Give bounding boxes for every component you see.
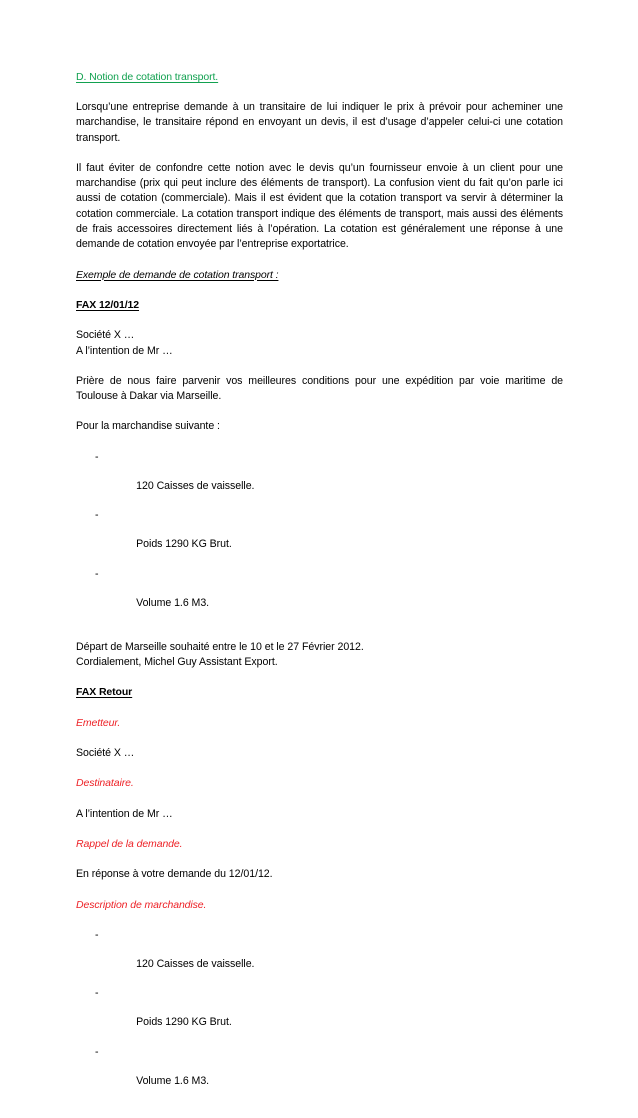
dash-bullet-icon: - — [95, 450, 99, 463]
signature-line: Cordialement, Michel Guy Assistant Export. — [76, 656, 278, 669]
dash-bullet-icon: - — [95, 509, 99, 522]
description-label: Description de marchandise. — [76, 898, 207, 911]
goods-list — [76, 450, 563, 625]
paragraph-request: Prière de nous faire parvenir vos meilleures conditions pour une expédition par voie maritime de Toulouse à Dakar via Marseille. — [76, 374, 563, 403]
dash-bullet-icon: - — [95, 928, 99, 941]
list-item-label: 120 Caisses de vaisselle. — [136, 479, 255, 492]
description-list — [76, 928, 563, 1103]
dash-bullet-icon: - — [95, 987, 99, 1000]
departure-block — [76, 640, 563, 671]
paragraph-definition: Lorsqu’une entreprise demande à un transitaire de lui indiquer le prix à prévoir pour acheminer une marchandise, le transitaire répond en envoyant un devis, il est d’usage d’appeler celui-ci une cotation transport. — [76, 101, 563, 144]
fax-address-attention: A l’intention de Mr … — [76, 344, 173, 357]
sender-label: Emetteur. — [76, 716, 121, 729]
reminder-value: En réponse à votre demande du 12/01/12. — [76, 868, 273, 881]
list-item — [76, 986, 563, 1044]
sender-value: Société X … — [76, 747, 135, 760]
dash-bullet-icon: - — [95, 1045, 99, 1058]
paragraph-distinction: Il faut éviter de confondre cette notion avec le devis qu’un fournisseur envoie à un client pour une marchandise (prix qui peut inclure des éléments de transport). La confusion vient du fait qu’on parle ici aussi de cotation (commerciale). Mais il est évident que la cotation transport va servir à déterminer la cotation commerciale. La cotation transport indique des éléments de transport, mais aussi des éléments de frais accessoires directement liés à l’opération. La cotation est généralement une réponse à une demande de cotation envoyée par l’entreprise exportatrice. — [76, 161, 563, 251]
list-item — [76, 567, 563, 625]
list-item — [76, 508, 563, 566]
list-item — [76, 928, 563, 986]
list-item — [76, 450, 563, 508]
fax-title: FAX 12/01/12 — [76, 298, 140, 311]
goods-intro: Pour la marchandise suivante : — [76, 420, 220, 433]
example-label: Exemple de demande de cotation transport : — [76, 268, 279, 281]
fax-address-company: Société X … — [76, 329, 135, 342]
recipient-value: A l’intention de Mr … — [76, 807, 173, 820]
section-heading: D. Notion de cotation transport. — [76, 71, 219, 83]
list-item-label: Volume 1.6 M3. — [136, 596, 210, 609]
document-body — [76, 70, 563, 1118]
dash-bullet-icon: - — [95, 567, 99, 580]
reminder-label: Rappel de la demande. — [76, 837, 183, 850]
list-item — [76, 1045, 563, 1103]
list-item-label: 120 Caisses de vaisselle. — [136, 958, 255, 971]
list-item-label: Volume 1.6 M3. — [136, 1074, 210, 1087]
recipient-label: Destinataire. — [76, 777, 134, 790]
fax-address-block — [76, 328, 563, 359]
departure-dates: Départ de Marseille souhaité entre le 10 et le 27 Février 2012. — [76, 640, 364, 653]
list-item-label: Poids 1290 KG Brut. — [136, 538, 232, 551]
fax-return-title: FAX Retour — [76, 686, 133, 699]
list-item-label: Poids 1290 KG Brut. — [136, 1016, 232, 1029]
